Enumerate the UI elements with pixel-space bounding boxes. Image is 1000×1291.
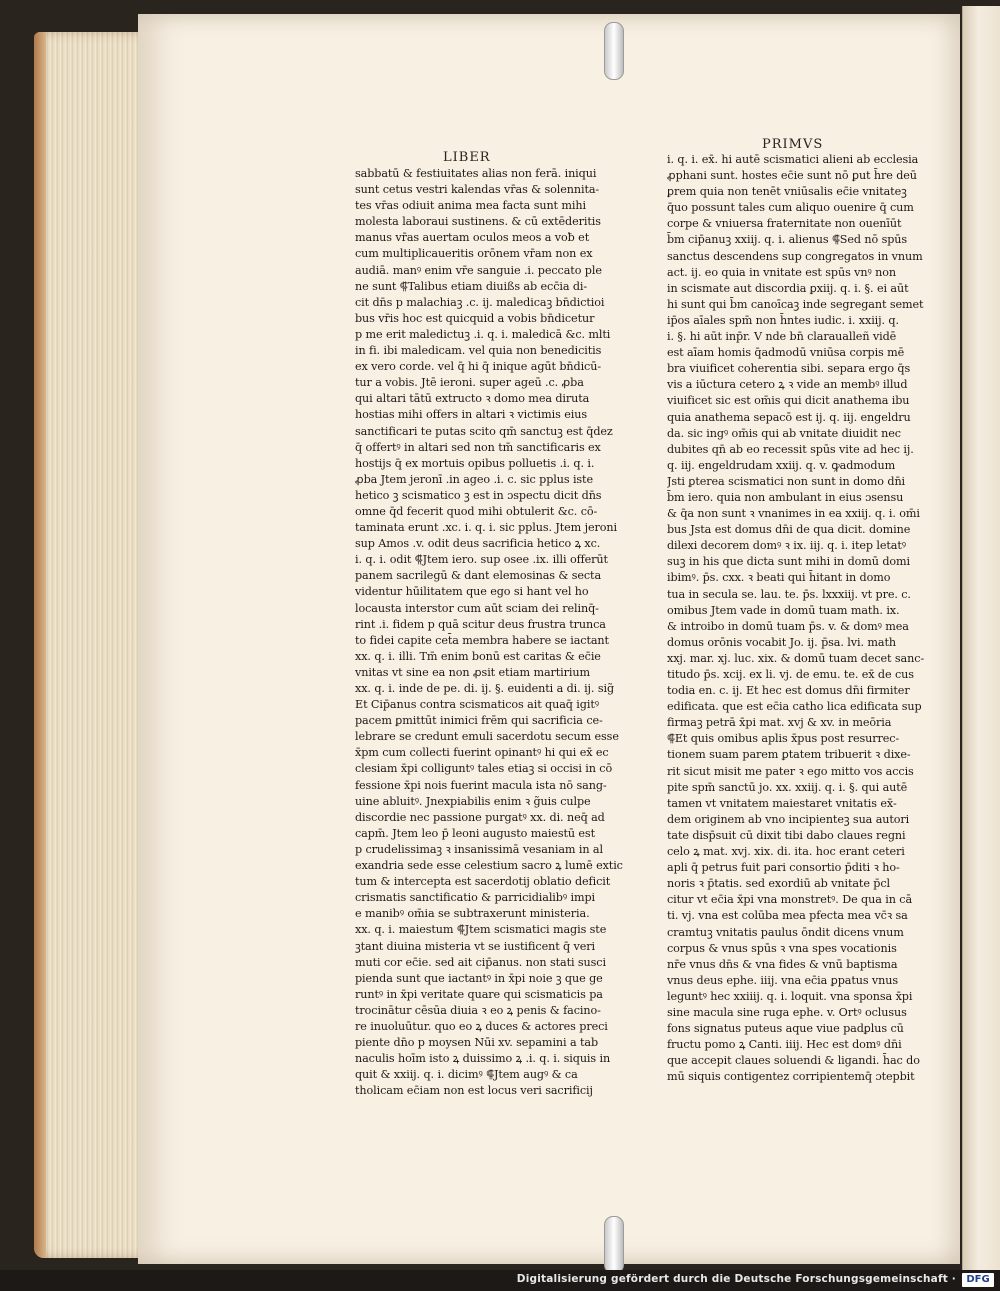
text-line: p crudelissimaꝫ ꝛ insanissimā vesaniam in al <box>355 842 603 856</box>
text-line: re inuoluūtur. quo eo ꝝ duces & actores preci <box>355 1019 608 1033</box>
text-line: ꝫtant diuina misteria vt se iustificent q̄ veri <box>355 939 596 953</box>
text-line: sanctificari te putas scito qm̄ sanctuꝫ est q̄dez <box>355 424 613 438</box>
text-line: q̄ offertꝰ in altari sed non tm̄ sanctificaris ex <box>355 440 601 454</box>
text-line: tionem suam parem ꝑtatem tribuerit ꝛ dixe- <box>667 748 911 762</box>
text-line: muti cor ec̄ie. sed ait cip̄anus. non stati susci <box>355 955 606 969</box>
text-line: i. q. i. odit ⸿Jtem iero. sup osee .ix. illi offerūt <box>355 553 608 567</box>
text-line: dubites qn̄ ab eo recessit spūs vite ad hec ij. <box>667 442 914 456</box>
text-line: b̄m cip̄anuꝫ xxiij. q. i. alienus ⸿Sed nō spūs <box>667 233 908 247</box>
text-line: bus Jsta est domus dn̄i de qua dicit. domine <box>667 523 911 537</box>
text-line: titudo p̄s. xcij. ex li. vj. de emu. te. ex̄ de cus <box>667 668 914 681</box>
text-line: sine macula sine ruga ephe. v. Ortꝰ oclusus <box>667 1005 907 1019</box>
text-line: p me erit maledictuꝫ .i. q. i. maledicā &c. mlti <box>355 327 611 341</box>
text-line: ꝑrem quia non tenēt vniūsalis ec̄ie vnitateꝫ <box>667 185 907 199</box>
text-line: noris ꝛ p̄tatis. sed exordiū ab vnitate p̄cl <box>667 877 891 891</box>
text-line: hi sunt qui b̄m canoīcaꝫ inde segregant semet <box>667 297 924 311</box>
text-line: q̄uo possunt tales cum aliquo ouenire q̄ cum <box>667 201 914 215</box>
text-line: sanctus descendens sup congregatos in vnum <box>667 249 923 263</box>
text-line: sunt cetus vestri kalendas vr̄as & solennita- <box>355 183 600 197</box>
text-line: mū siquis contigentez corripientemq̄ ɔtepbit <box>667 1070 915 1084</box>
text-line: pacem ꝑmittūt inimici frēm qui sacrificia ce- <box>355 714 603 728</box>
text-line: locausta interstor cum aūt sciam dei relinq̄- <box>355 601 599 615</box>
text-line: pite spm̄ sanctū jo. xx. xxiij. q. i. §. qui autē <box>667 780 908 794</box>
text-line: tum & intercepta est sacerdotij oblatio deficit <box>355 875 611 889</box>
text-line: bra viuificet coherentia sibi. separa ergo q̄s <box>667 362 911 376</box>
text-line: sup Amos .v. odit deus sacrificia hetico ꝝ xc. <box>355 537 601 551</box>
text-line: hostias mihi offers in altari ꝛ victimis eius <box>355 408 587 422</box>
text-line: lebrare se credunt emuli sacerdotu secum esse <box>355 730 619 744</box>
text-line: b̄m iero. quia non ambulant in eius ɔsensu <box>667 490 904 504</box>
text-line: & q̄a non sunt ꝛ vnanimes in ea xxiij. q. i. om̄i <box>667 507 920 521</box>
text-line: bus vr̄is hoc est quicquid a vobis bn̄dicetur <box>355 311 595 325</box>
text-line: rit sicut misit me pater ꝛ ego mitto vos accis <box>667 764 914 778</box>
text-line: omne q̄d fecerit quod mihi obtulerit &c. cō- <box>355 504 598 518</box>
text-line: fons signatus puteus aque viue padꝑlus cū <box>667 1022 904 1036</box>
text-line: cum multiplicaueritis orōnem vr̄am non ex <box>355 247 593 261</box>
footer-credit: Digitalisierung gefördert durch die Deutsche Forschungsgemeinschaft · <box>516 1273 956 1285</box>
text-line: viuificet sic est om̄is qui dicit anathema ibu <box>667 394 910 408</box>
text-line: sabbatū & festiuitates alias non ferā. iniqui <box>355 167 597 180</box>
text-line: leguntꝰ hec xxiiij. q. i. loquit. vna sponsa x̄pi <box>667 989 913 1003</box>
text-line: x̄pm cum collecti fuerint opinantꝰ hi qui ex̄ ec <box>355 746 609 760</box>
text-line: suꝫ in his que dicta sunt mihi in domū domi <box>667 555 911 569</box>
text-line: citur vt ec̄ia x̄pi vna monstretꝰ. De qua in cā <box>667 893 913 907</box>
text-line: qui altari tātū extructo ꝛ domo mea diruta <box>355 392 590 406</box>
text-line: in scismate aut discordia ꝑxiij. q. i. §. ei aūt <box>667 281 909 295</box>
text-column-right <box>667 152 935 1085</box>
text-line: naculis hoīm isto ꝝ duissimo ꝝ .i. q. i. siquis in <box>355 1052 611 1066</box>
text-line: act. ij. eo quia in vnitate est spūs vnꝰ non <box>667 265 896 279</box>
text-line: corpe & vniuersa fraternitate non ouenīūt <box>667 217 902 231</box>
text-line: xx. q. i. illi. Tm̄ enim bonū est caritas & ec̄ie <box>355 649 601 663</box>
text-line: tholicam ec̄iam non est locus veri sacrificij <box>355 1084 593 1098</box>
text-line: vis a iūctura cetero ꝝ ꝛ vide an membꝰ illud <box>667 378 908 392</box>
text-line: dilexi decorem domꝰ ꝛ ix. iij. q. i. itep letatꝰ <box>667 539 906 553</box>
text-line: uine abluitꝰ. Jnexpiabilis enim ꝛ g̃uis culpe <box>355 794 591 808</box>
text-line: hetico ꝫ scismatico ꝫ est in ɔspectu dicit dn̄s <box>355 488 602 502</box>
page-clip-top <box>604 22 624 80</box>
text-line: nr̄e vnus dn̄s & vna fides & vnū baptisma <box>667 957 898 971</box>
text-line: celo ꝝ mat. xvj. xix. di. ita. hoc erant ceteri <box>667 845 905 859</box>
text-line: in fi. ibi maledicam. vel quia non benedicitis <box>355 344 602 358</box>
text-line: vnus deus ephe. iiij. vna ec̄ia ꝑpatus vnus <box>667 973 898 987</box>
text-line: tamen vt vnitatem maiestaret vnitatis ex̄- <box>667 796 897 810</box>
text-line: piente dn̄o p moysen Nūi xv. sepamini a tab <box>355 1036 599 1050</box>
page-clip-bottom <box>604 1216 624 1274</box>
text-line: & introibo in domū tuam p̄s. v. & domꝰ mea <box>667 619 909 633</box>
book-page-edges <box>34 32 152 1258</box>
text-line: panem sacrilegū & dant elemosinas & secta <box>355 569 602 583</box>
text-line: e manibꝰ om̄ia se subtraxerunt ministeria. <box>355 907 590 921</box>
text-line: tua in secula se. lau. te. p̄s. lxxxiij. vt pre. c. <box>667 587 911 601</box>
text-line: clesiam x̄pi colliguntꝰ tales etiaꝫ si occisi in cō <box>355 762 613 776</box>
text-line: corpus & vnus spūs ꝛ vna spes vocationis <box>667 941 897 955</box>
text-line: xxj. mar. xj. luc. xix. & domū tuam decet sanc- <box>667 651 925 665</box>
text-line: omibus Jtem vade in domū tuam math. ix. <box>667 603 900 617</box>
text-line: ip̄os aīales spm̄ non h̄ntes iudic. i. xxiij. q. <box>667 313 899 327</box>
text-line: ex vero corde. vel q̄ hi q̄ inique agūt bn̄dicū- <box>355 360 602 374</box>
text-line: q. iij. engeldrudam xxiij. q. v. ꝙadmodum <box>667 458 896 472</box>
text-line: vnitas vt sine ea non ꝓsit etiam martirium <box>355 665 590 679</box>
running-head-left: LIBER <box>443 150 491 165</box>
text-line: discordie nec passione purgatꝰ xx. di. neq̄ ad <box>355 810 605 824</box>
text-line: domus orōnis vocabit Jo. ij. p̄sa. lvi. math <box>667 635 896 649</box>
text-line: capm̄. Jtem leo p̄ leoni augusto maiestū est <box>355 826 595 840</box>
text-line: quit & xxiij. q. i. dicimꝰ ⸿Jtem augꝰ & ca <box>355 1068 578 1082</box>
facing-page-edge <box>962 6 1000 1270</box>
text-column-left <box>355 166 623 1099</box>
text-line: quia anathema sepacō est ij. q. iij. engeldru <box>667 410 911 424</box>
dfg-logo: DFG <box>962 1273 994 1287</box>
text-line: pienda sunt que iactantꝰ in x̄pi noie ꝫ que ge <box>355 971 603 985</box>
text-line: crismatis sanctificatio & parricidialibꝰ impi <box>355 891 596 905</box>
text-line: xx. q. i. inde de pe. di. ij. §. euidenti a di. ij. sig̃ <box>355 682 615 695</box>
text-line: que accepit claues soluendi & ligandi. h̄ac do <box>667 1054 920 1068</box>
text-line: tur a vobis. Jtē ieroni. super ageū .c. ꝓba <box>355 376 584 390</box>
text-line: apli q̄ petrus fuit pari consortio p̄diti ꝛ ho- <box>667 861 900 875</box>
text-line: tate disp̄suit cū dixit tibi dabo claues regni <box>667 828 906 842</box>
text-line: da. sic ingꝰ om̄is qui ab vnitate diuidit nec <box>667 426 901 440</box>
text-line: taminata erunt .xc. i. q. i. sic pplus. Jtem jeroni <box>355 521 618 535</box>
text-line: manus vr̄as auertam oculos meos a voƀ et <box>355 231 590 245</box>
text-line: cit dn̄s p malachiaꝫ .c. ij. maledicaꝫ bn̄dictioi <box>355 295 605 309</box>
text-line: xx. q. i. maiestum ⸿Jtem scismatici magis ste <box>355 923 607 937</box>
text-line: i. q. i. ex̄. hi autē scismatici alieni ab ecclesia <box>667 153 919 166</box>
text-line: edificata. que est ec̄ia catho lica edificata sup <box>667 700 922 714</box>
text-line: exandria sede esse celestium sacro ꝝ lumē extic <box>355 859 623 873</box>
text-line: ti. vj. vna est colūba mea pfecta mea vc̄ꝛ sa <box>667 909 908 923</box>
text-line: firmaꝫ petrā x̄pi mat. xvj & xv. in meōria <box>667 716 892 730</box>
text-line: hostijs q̄ ex mortuis opibus polluetis .i. q. i. <box>355 456 595 470</box>
running-head-right: PRIMVS <box>762 137 824 152</box>
text-line: videntur hūilitatem que ego si hant vel ho <box>355 585 589 599</box>
text-line: fructu pomo ꝝ Canti. iiij. Hec est domꝰ dn̄i <box>667 1038 902 1052</box>
text-line: ꝓphani sunt. hostes ec̄ie sunt nō ꝑut h̄re deū <box>667 169 917 183</box>
text-line: dem originem ab vno incipienteꝫ sua autori <box>667 812 910 826</box>
text-line: Et Cip̄anus contra scismaticos ait quaq̄ igitꝰ <box>355 698 599 712</box>
text-line: rint .i. fidem p quā scitur deus frustra trunca <box>355 617 606 631</box>
text-line: runtꝰ in x̄pi veritate quare qui scismaticis pa <box>355 987 603 1001</box>
text-line: audiā. manꝰ enim vr̄e sanguie .i. peccato ple <box>355 263 602 277</box>
text-line: ibimꝰ. p̄s. cxx. ꝛ beati qui h̄itant in domo <box>667 571 891 585</box>
text-line: trocinātur cēsūa diuia ꝛ eo ꝝ penis & facino- <box>355 1003 601 1017</box>
text-line: fessione x̄pi nois fuerint macula ista nō sang- <box>355 778 607 792</box>
text-line: cramtuꝫ vnitatis paulus ōndit dicens vnum <box>667 925 904 939</box>
text-line: todia en. c. ij. Et hec est domus dn̄i firmiter <box>667 684 910 698</box>
text-line: molesta laboraui sustinens. & cū extēderitis <box>355 215 601 229</box>
text-line: i. §. hi aūt inp̄r. V nde bn̄ claraualleñ vidē <box>667 330 897 344</box>
text-line: est aīam homis q̄admodū vniūsa corpis mē <box>667 346 905 360</box>
text-line: tes vr̄as odiuit anima mea facta sunt mihi <box>355 199 586 213</box>
text-line: to fidei capite cet̄a membra habere se iactant <box>355 633 609 647</box>
text-line: ⸿Et quis omibus aplis x̄pus post resurrec- <box>667 732 900 746</box>
text-line: ꝓba Jtem jeronī .in ageo .i. c. sic pplus iste <box>355 472 593 486</box>
text-line: ne sunt ⸿Talibus etiam diuißs ab ecc̄ia di- <box>355 279 588 293</box>
text-line: Jsti ꝑterea scismatici non sunt in domo dn̄i <box>667 474 906 488</box>
